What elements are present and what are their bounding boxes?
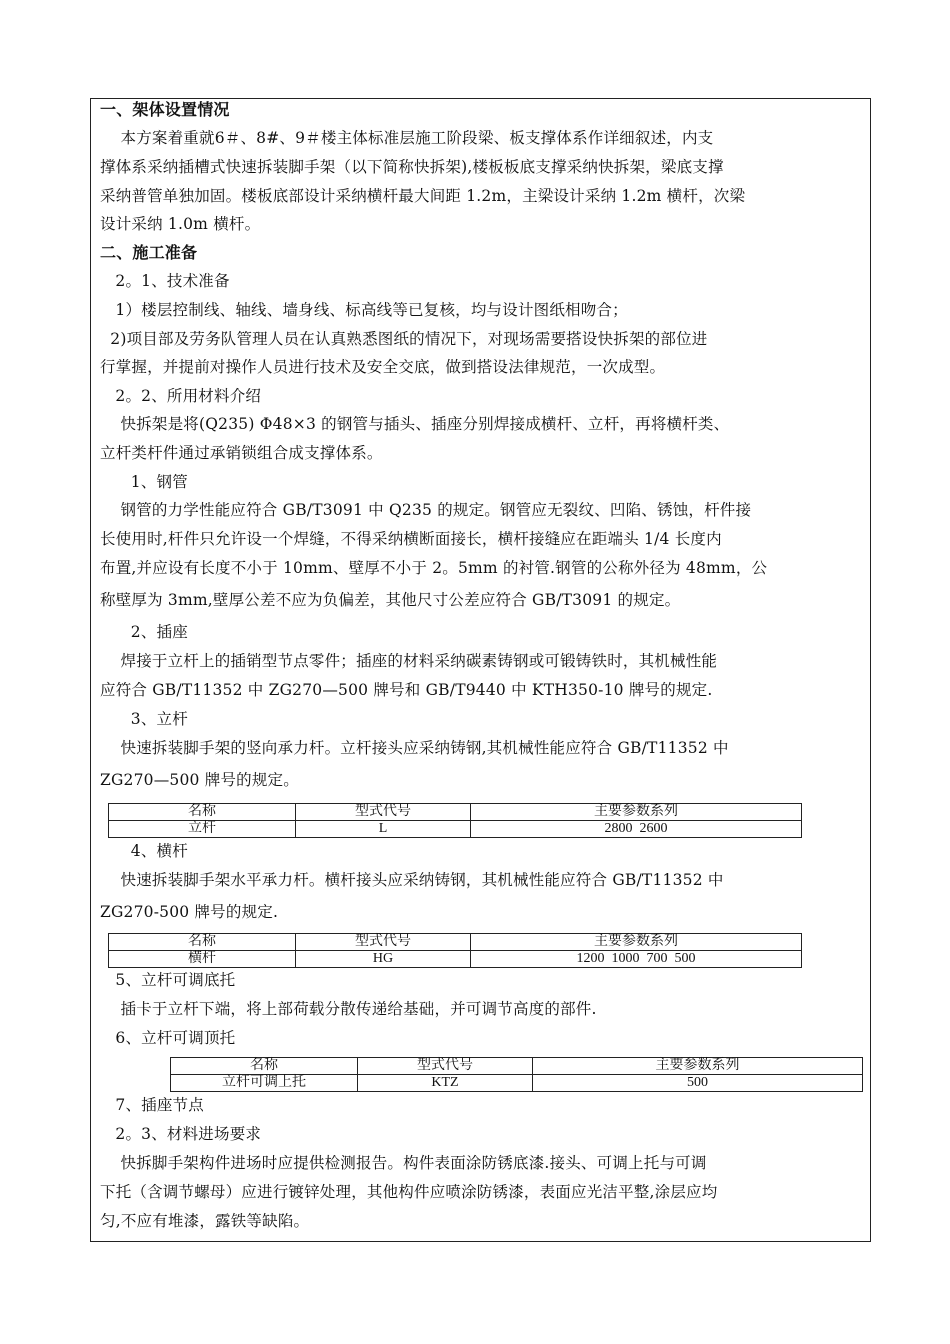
table-cell: 1200 1000 700 500 bbox=[471, 951, 802, 968]
table-row bbox=[171, 1075, 863, 1092]
table-header-row bbox=[109, 934, 802, 951]
section2-line: 长使用时,杆件只允许设一个焊缝，不得采纳横断面接长，横杆接缝应在距端头 1/4 长度内 bbox=[100, 530, 722, 548]
section1-line: 设计采纳 1.0m 横杆。 bbox=[100, 215, 261, 233]
table-row bbox=[109, 951, 802, 968]
spec-table-3 bbox=[170, 1057, 863, 1092]
table-header-cell: 名称 bbox=[109, 804, 296, 821]
part7-line: 下托（含调节螺母）应进行镀锌处理，其他构件应喷涂防锈漆，表面应光洁平整,涂层应均 bbox=[100, 1183, 718, 1201]
section2-line: ZG270—500 牌号的规定。 bbox=[100, 771, 299, 789]
section2-line: 2。2、所用材料介绍 bbox=[100, 387, 262, 405]
table-cell: L bbox=[296, 821, 471, 838]
table-header-cell: 型式代号 bbox=[296, 804, 471, 821]
section2-line: 快速拆装脚手架的竖向承力杆。立杆接头应采纳铸钢,其机械性能应符合 GB/T11352 中 bbox=[100, 739, 729, 757]
part5-line: 插卡于立杆下端，将上部荷载分散传递给基础，并可调节高度的部件. bbox=[100, 1000, 597, 1018]
spec-table-1 bbox=[108, 803, 802, 838]
section2-line: 3、立杆 bbox=[100, 710, 188, 728]
part4-line: 4、横杆 bbox=[100, 842, 188, 860]
section1-line: 撑体系采纳插槽式快速拆装脚手架（以下简称快拆架),楼板板底支撑采纳快拆架，梁底支撑 bbox=[100, 158, 724, 176]
table-cell: 500 bbox=[533, 1075, 863, 1092]
table-cell: 立杆 bbox=[109, 821, 296, 838]
section2-line: 快拆架是将(Q235) Φ48×3 的钢管与插头、插座分别焊接成横杆、立杆，再将横杆类、 bbox=[100, 415, 730, 433]
table-header-row bbox=[171, 1058, 863, 1075]
table-header-cell: 主要参数系列 bbox=[533, 1058, 863, 1075]
part7-line: 匀,不应有堆漆，露铁等缺陷。 bbox=[100, 1212, 310, 1230]
part7-line: 快拆脚手架构件进场时应提供检测报告。构件表面涂防锈底漆.接头、可调上托与可调 bbox=[100, 1154, 707, 1172]
section2-line: 行掌握，并提前对操作人员进行技术及安全交底，做到搭设法律规范，一次成型。 bbox=[100, 358, 666, 376]
table-header-cell: 型式代号 bbox=[358, 1058, 533, 1075]
section2-line: 布置,并应设有长度不小于 10mm、壁厚不小于 2。5mm 的衬管.钢管的公称外径为 48mm，公 bbox=[100, 559, 768, 577]
part7-line: 2。3、材料进场要求 bbox=[100, 1125, 262, 1143]
section1-line: 采纳普管单独加固。楼板底部设计采纳横杆最大间距 1.2m，主梁设计采纳 1.2m 横杆，次梁 bbox=[100, 187, 746, 205]
table-header-cell: 名称 bbox=[109, 934, 296, 951]
table-header-row bbox=[109, 804, 802, 821]
table-header-cell: 名称 bbox=[171, 1058, 358, 1075]
section2-line: 焊接于立杆上的插销型节点零件；插座的材料采纳碳素铸钢或可锻铸铁时，其机械性能 bbox=[100, 652, 718, 670]
section2-line: 立杆类杆件通过承销锁组合成支撑体系。 bbox=[100, 444, 383, 462]
table-cell: KTZ bbox=[358, 1075, 533, 1092]
section2-line: 称壁厚为 3mm,壁厚公差不应为负偏差，其他尺寸公差应符合 GB/T3091 的规定。 bbox=[100, 591, 681, 609]
section2-line: 1、钢管 bbox=[100, 473, 188, 491]
table-cell: 立杆可调上托 bbox=[171, 1075, 358, 1092]
table-cell: HG bbox=[296, 951, 471, 968]
part5-line: 6、立杆可调顶托 bbox=[100, 1029, 236, 1047]
table-header-cell: 主要参数系列 bbox=[471, 804, 802, 821]
section2-title: 二、施工准备 bbox=[100, 243, 198, 262]
part5-line: 5、立杆可调底托 bbox=[100, 971, 236, 989]
spec-table-2 bbox=[108, 933, 802, 968]
section2-line: 应符合 GB/T11352 中 ZG270—500 牌号和 GB/T9440 中 KTH350-10 牌号的规定. bbox=[100, 681, 713, 699]
section1-title: 一、架体设置情况 bbox=[100, 100, 230, 119]
section2-line: 1）楼层控制线、轴线、墙身线、标高线等已复核，均与设计图纸相吻合； bbox=[100, 301, 628, 319]
table-header-cell: 型式代号 bbox=[296, 934, 471, 951]
part7-line: 7、插座节点 bbox=[100, 1096, 204, 1114]
table-cell: 横杆 bbox=[109, 951, 296, 968]
section2-line: 2、插座 bbox=[100, 623, 188, 641]
section2-line: 2。1、技术准备 bbox=[100, 272, 230, 290]
section1-line: 本方案着重就6＃、8#、9＃楼主体标准层施工阶段梁、板支撑体系作详细叙述，内支 bbox=[100, 129, 714, 147]
part4-line: ZG270-500 牌号的规定. bbox=[100, 903, 279, 921]
table-cell: 2800 2600 bbox=[471, 821, 802, 838]
section2-line: 钢管的力学性能应符合 GB/T3091 中 Q235 的规定。钢管应无裂纹、凹陷、锈蚀，杆件接 bbox=[100, 501, 752, 519]
part4-line: 快速拆装脚手架水平承力杆。横杆接头应采纳铸钢，其机械性能应符合 GB/T11352 中 bbox=[100, 871, 724, 889]
section2-line: 2)项目部及劳务队管理人员在认真熟悉图纸的情况下，对现场需要搭设快拆架的部位进 bbox=[100, 330, 708, 348]
table-header-cell: 主要参数系列 bbox=[471, 934, 802, 951]
table-row bbox=[109, 821, 802, 838]
